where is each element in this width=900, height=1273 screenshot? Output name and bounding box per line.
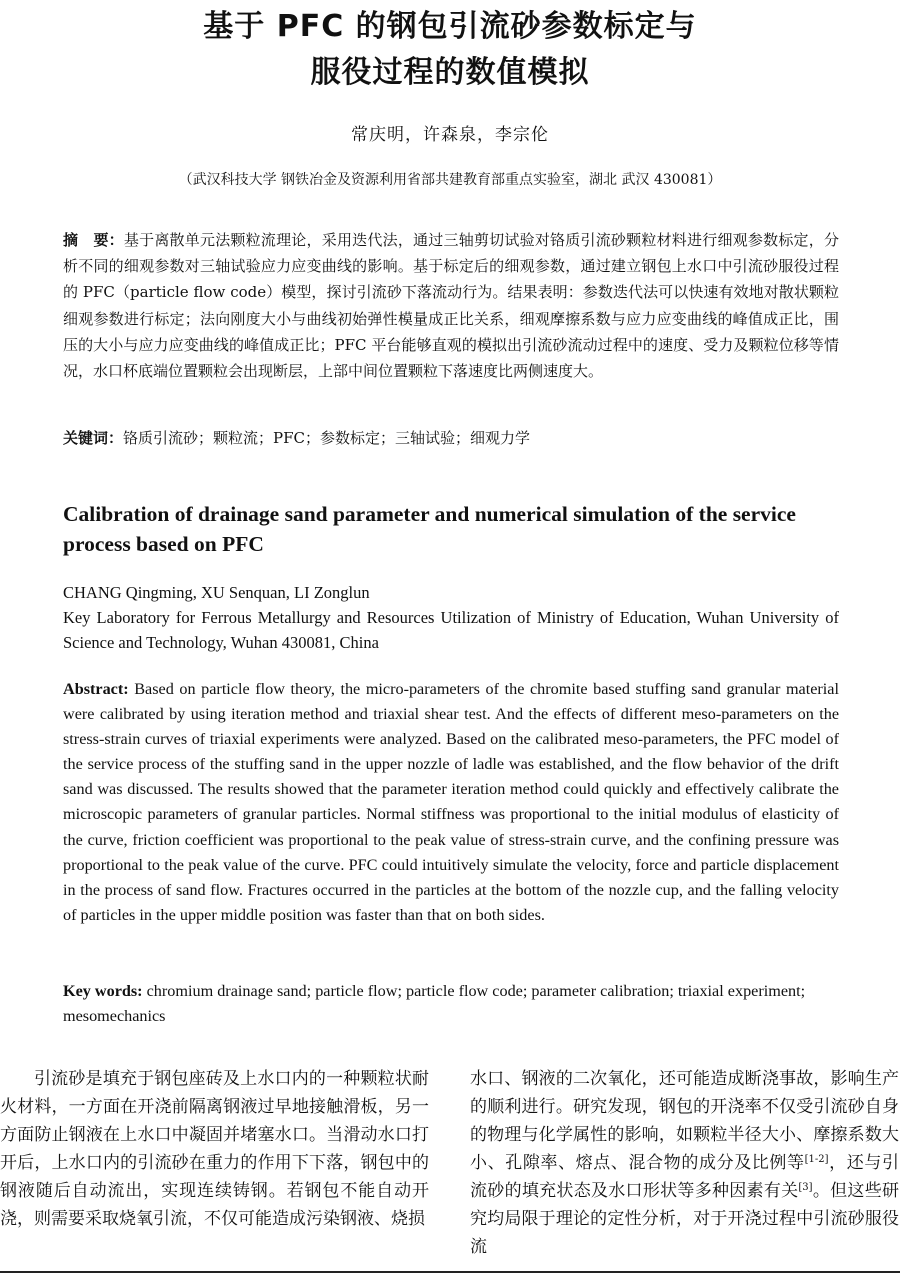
keywords-en-text: chromium drainage sand; particle flow; particle flow code; parameter calibration; triaxial experiment; mesomechanics: [63, 982, 806, 1026]
body-right-text-1: 水口、钢液的二次氧化，还可能造成断浇事故，影响生产的顺利进行。研究发现，钢包的开浇率不仅受引流砂自身的物理与化学属性的影响，如颗粒半径大小、摩擦系数大小、孔隙率、熔点、混合物的成分及比例等: [470, 1069, 899, 1173]
authors-en: CHANG Qingming, XU Senquan, LI Zonglun: [63, 583, 370, 602]
keywords-cn: [63, 425, 839, 451]
abstract-cn-text: 基于离散单元法颗粒流理论，采用迭代法，通过三轴剪切试验对铬质引流砂颗粒材料进行细观参数标定，分析不同的细观参数对三轴试验应力应变曲线的影响。基于标定后的细观参数，通过建立钢包上水口中引流砂服役过程的 PFC（particle flow code）模型，探讨引流砂下落流动行为。结果表明：参数迭代法可以快速有效地对散状颗粒细观参数进行标定；法向刚度大小与曲线初始弹性模量成正比关系，细观摩擦系数与应力应变曲线的峰值成正比，围压的大小与应力应变曲线的峰值成正比；PFC 平台能够直观的模拟出引流砂流动过程中的速度、受力及颗粒位移等情况，水口杯底端位置颗粒会出现断层，上部中间位置颗粒下落速度比两侧速度大。: [63, 231, 839, 381]
citation-1-2: [1-2]: [804, 1154, 829, 1165]
authors-cn: 常庆明，许森泉，李宗伦: [351, 125, 549, 145]
title-en-line1: Calibration of drainage sand parameter and numerical simulation of the service: [63, 502, 796, 526]
abstract-en-text: Based on particle flow theory, the micro-parameters of the chromite based stuffing sand granular material were calibrated by using iteration method and triaxial shear test. And the effects of different meso-parameters on the stress-strain curves of triaxial experiments were analyzed. Based on the calibrated meso-parameters, the PFC model of the service process of the stuffing sand in the upper nozzle of ladle was established, and the flow behavior of the drift sand was discussed. The results showed that the parameter iteration method could quickly and effectively calibrate the microscopic parameters of granular particles. Normal stiffness was proportional to the initial modulus of elasticity of the curve, friction coefficient was proportional to the peak value of stress-strain curve, and the confining pressure was proportional to the peak value of the curve. PFC could intuitively simulate the velocity, force and particle displacement in the process of sand flow. Fractures occurred in the particles at the bottom of the nozzle cup, and the falling velocity of particles in the upper middle position was faster than that on both sides.: [63, 680, 839, 924]
keywords-en: [63, 979, 839, 1029]
keywords-cn-text: 铬质引流砂；颗粒流；PFC；参数标定；三轴试验；细观力学: [123, 429, 530, 447]
affiliation-cn: （武汉科技大学 钢铁冶金及资源利用省部共建教育部重点实验室，湖北 武汉 430081）: [178, 172, 722, 188]
abstract-en-label: Abstract:: [63, 680, 129, 698]
title-cn-line1: 基于 PFC 的钢包引流砂参数标定与: [203, 9, 697, 44]
affiliation-en: Key Laboratory for Ferrous Metallurgy and Resources Utilization of Ministry of Education, Wuhan University of Science and Technology, Wuhan 430081, China: [63, 608, 839, 652]
title-cn: [0, 4, 900, 96]
body-column-right: [470, 1065, 899, 1261]
body-right-text-3: 。但这些研究均局限于理论的定性分析，对于开浇过程中引流砂服役流: [470, 1181, 900, 1257]
title-cn-line2: 服役过程的数值模拟: [310, 55, 590, 90]
keywords-en-label: Key words:: [63, 982, 143, 1000]
keywords-cn-label: 关键词：: [63, 429, 124, 447]
title-en-line2: process based on PFC: [63, 532, 264, 556]
title-en: [63, 499, 839, 559]
body-right-text-2: ，还与引流砂的填充状态及水口形状等多种因素有关: [470, 1153, 900, 1201]
abstract-cn: [63, 227, 839, 384]
body-column-left: 引流砂是填充于钢包座砖及上水口内的一种颗粒状耐火材料，一方面在开浇前隔离钢液过早地接触滑板，另一方面防止钢液在上水口中凝固并堵塞水口。当滑动水口打开后，上水口内的引流砂在重力的作用下下落，钢包中的钢液随后自动流出，实现连续铸钢。若钢包不能自动开浇，则需要采取烧氧引流，不仅可能造成污染钢液、烧损: [0, 1069, 429, 1229]
citation-3: [3]: [798, 1182, 813, 1193]
abstract-en: [63, 677, 839, 928]
abstract-cn-label: 摘 要：: [63, 231, 124, 249]
